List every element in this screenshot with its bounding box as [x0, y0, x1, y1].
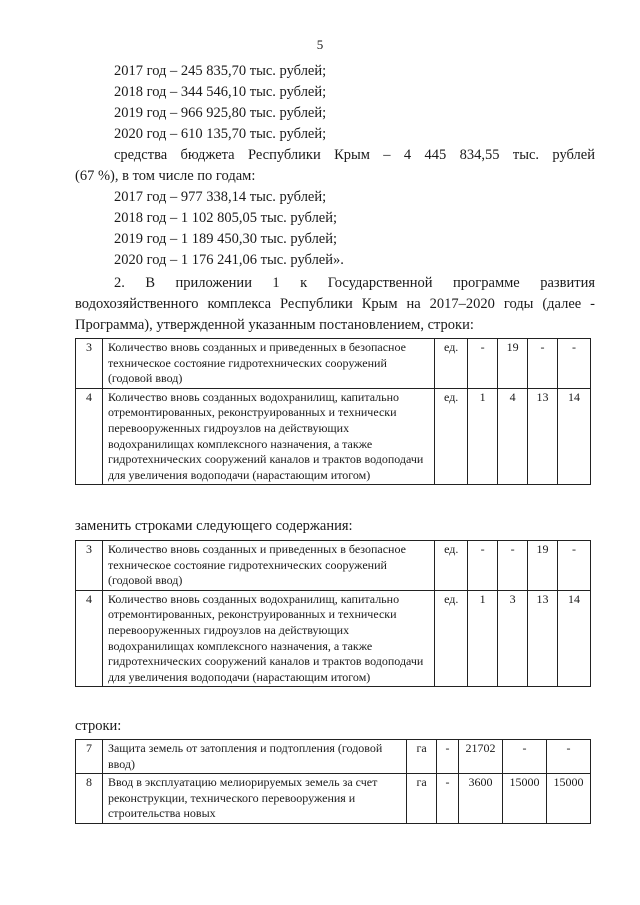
row-number: 3: [76, 541, 103, 591]
row-value-4: -: [558, 541, 591, 591]
row-value-3: 15000: [503, 774, 547, 824]
table-row: [76, 740, 591, 774]
row-value-3: 13: [528, 388, 558, 485]
row-description: Защита земель от затопления и подтопления (годовой ввод): [102, 740, 406, 774]
funding-line-2018: 2018 год – 344 546,10 тыс. рублей;: [114, 84, 327, 100]
budget-year-2018: 2018 год – 1 102 805,05 тыс. рублей;: [114, 210, 338, 226]
funding-line-2019: 2019 год – 966 925,80 тыс. рублей;: [114, 105, 327, 121]
row-description: Ввод в эксплуатацию мелиорируемых земель за счет реконструкции, технического перевооружения и строительства новых: [102, 774, 406, 824]
row-value-4: 14: [558, 388, 591, 485]
table-row: [76, 774, 591, 824]
row-value-1: -: [468, 541, 498, 591]
table-row: [76, 590, 591, 687]
row-unit: ед.: [435, 590, 468, 687]
row-unit: га: [407, 774, 437, 824]
page-number: 5: [316, 37, 324, 52]
row-unit: га: [407, 740, 437, 774]
row-value-3: 19: [528, 541, 558, 591]
row-number: 8: [76, 774, 103, 824]
row-number: 7: [76, 740, 103, 774]
row-number: 4: [76, 590, 103, 687]
row-value-2: 19: [498, 339, 528, 389]
replace-instruction: заменить строками следующего содержания:: [75, 518, 353, 534]
table-replacement-rows: [75, 540, 591, 687]
table-land-rows: [75, 739, 591, 824]
row-unit: ед.: [435, 339, 468, 389]
row-value-4: 14: [558, 590, 591, 687]
row-description: Количество вновь созданных водохранилищ, капитально отремонтированных, реконструированных и технически перевооруженных гидроузлов на действующих водохранилищах комплексного назначения, а также гидротехнических сооружений каналов и трактов водоподачи для увеличения водоподачи (нарастающим итогом): [102, 388, 434, 485]
row-value-4: -: [558, 339, 591, 389]
row-value-1: -: [468, 339, 498, 389]
row-unit: ед.: [435, 388, 468, 485]
budget-line-2: (67 %), в том числе по годам:: [75, 168, 256, 184]
row-value-2: -: [498, 541, 528, 591]
row-value-1: 1: [468, 590, 498, 687]
row-value-2: 3: [498, 590, 528, 687]
budget-year-2017: 2017 год – 977 338,14 тыс. рублей;: [114, 189, 327, 205]
row-value-2: 3600: [459, 774, 503, 824]
budget-year-2019: 2019 год – 1 189 450,30 тыс. рублей;: [114, 231, 338, 247]
paragraph-2-line-1: 2. В приложении 1 к Государственной программе развития: [114, 275, 595, 291]
budget-line-1: средства бюджета Республики Крым – 4 445 834,55 тыс. рублей: [114, 147, 595, 163]
row-value-4: 15000: [546, 774, 590, 824]
row-value-4: -: [546, 740, 590, 774]
rows-label: строки:: [75, 718, 122, 734]
funding-line-2017: 2017 год – 245 835,70 тыс. рублей;: [114, 63, 327, 79]
row-description: Количество вновь созданных водохранилищ, капитально отремонтированных, реконструированных и технически перевооруженных гидроузлов на действующих водохранилищах комплексного назначения, а также гидротехнических сооружений каналов и трактов водоподачи для увеличения водоподачи (нарастающим итогом): [102, 590, 434, 687]
row-number: 3: [76, 339, 103, 389]
row-description: Количество вновь созданных и приведенных в безопасное техническое состояние гидротехнических сооружений (годовой ввод): [102, 339, 434, 389]
paragraph-2-line-2: водохозяйственного комплекса Республики Крым на 2017–2020 годы (далее -: [75, 296, 595, 312]
table-row: [76, 339, 591, 389]
budget-year-2020: 2020 год – 1 176 241,06 тыс. рублей».: [114, 252, 344, 268]
paragraph-2-line-3: Программа), утвержденной указанным постановлением, строки:: [75, 317, 474, 333]
row-unit: ед.: [435, 541, 468, 591]
funding-line-2020: 2020 год – 610 135,70 тыс. рублей;: [114, 126, 327, 142]
row-value-3: -: [528, 339, 558, 389]
row-value-2: 4: [498, 388, 528, 485]
row-number: 4: [76, 388, 103, 485]
row-value-2: 21702: [459, 740, 503, 774]
row-value-1: -: [437, 774, 459, 824]
row-description: Количество вновь созданных и приведенных в безопасное техническое состояние гидротехнических сооружений (годовой ввод): [102, 541, 434, 591]
table-row: [76, 388, 591, 485]
row-value-3: -: [503, 740, 547, 774]
table-row: [76, 541, 591, 591]
row-value-3: 13: [528, 590, 558, 687]
table-original-rows: [75, 338, 591, 485]
row-value-1: -: [437, 740, 459, 774]
row-value-1: 1: [468, 388, 498, 485]
